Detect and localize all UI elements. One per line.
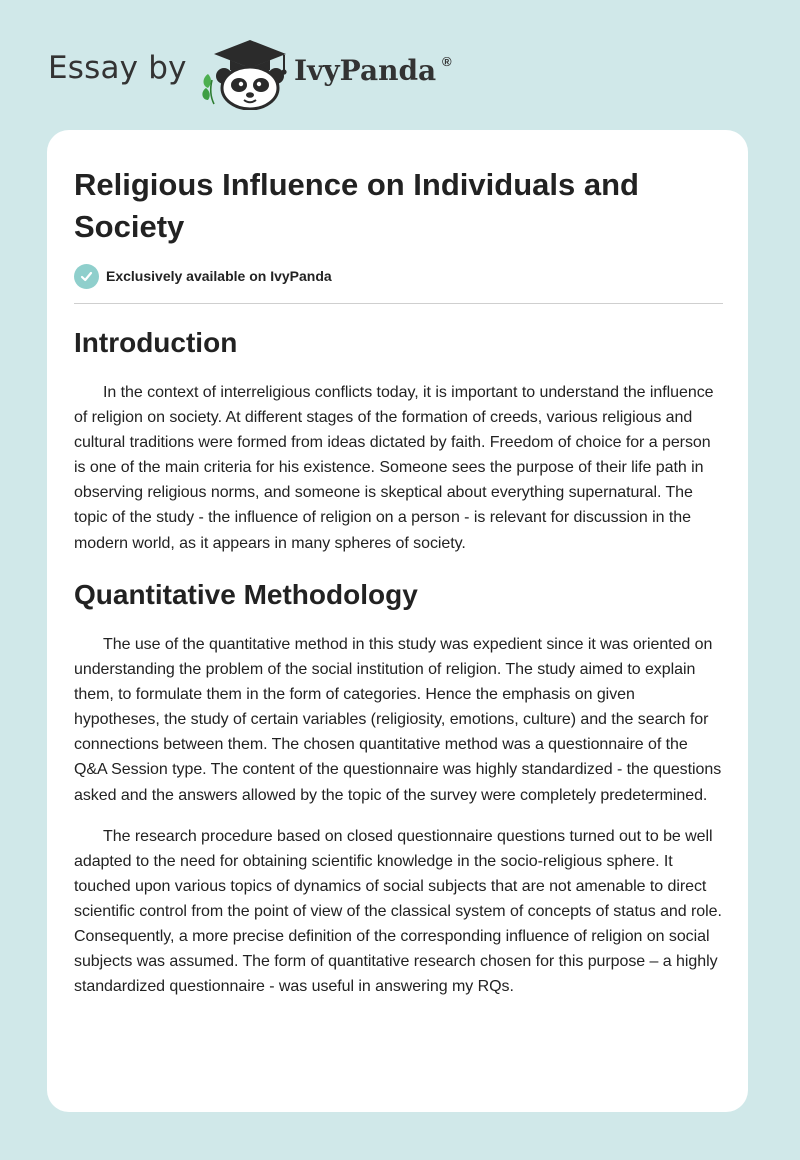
badge-label: Exclusively available on IvyPanda	[106, 268, 332, 284]
panda-logo-icon[interactable]	[200, 34, 292, 110]
section-heading: Introduction	[74, 327, 238, 358]
paragraph: The research procedure based on closed questionnaire questions turned out to be well adapted to the need for obtaining scientific knowledge in the socio-religious sphere. It touched upon various topics of dynamics of social subjects that are not amenable to direct scientific control from the point of view of the classical system of concepts of status and role. Consequently, a more precise definition of the corresponding influence of religion on social subjects was assumed. The form of quantitative research chosen for this purpose – a highly standardized questionnaire - was useful in answering my RQs.	[74, 827, 722, 996]
check-icon	[74, 264, 99, 289]
site-header	[48, 30, 548, 110]
section-quantitative-methodology	[74, 578, 724, 1015]
brand-name[interactable]: IvyPanda	[294, 54, 437, 87]
essay-title: Religious Influence on Individuals and Society	[74, 167, 639, 244]
section-introduction	[74, 326, 724, 572]
brand-prefix: Essay by	[48, 50, 187, 86]
exclusive-badge	[74, 263, 332, 289]
section-heading: Quantitative Methodology	[74, 579, 418, 610]
ivy-leaf-icon	[202, 74, 214, 104]
paragraph: The use of the quantitative method in this study was expedient since it was oriented on understanding the problem of the social institution of religion. The study aimed to explain them, to formulate them in the form of categories. Hence the emphasis on given hypotheses, the study of certain variables (religiosity, emotions, culture) and the search for connections between them. The chosen quantitative method was a questionnaire of the Q&A Session type. The content of the questionnaire was highly standardized - the questions asked and the answers allowed by the topic of the survey were completely predetermined.	[74, 636, 722, 804]
essay-card	[47, 130, 748, 1112]
registered-mark: ®	[442, 54, 452, 69]
paragraph: In the context of interreligious conflicts today, it is important to understand the influence of religion on society. At different stages of the formation of creeds, various religious and cultural traditions were formed from ideas dictated by faith. Freedom of choice for a person is one of the main criteria for his existence. Someone sees the purpose of their life path in observing religious norms, and someone is skeptical about everything supernatural. The topic of the study - the influence of religion on a person - is relevant for discussion in the modern world, as it appears in many spheres of society.	[74, 384, 714, 552]
title-divider	[74, 303, 723, 304]
